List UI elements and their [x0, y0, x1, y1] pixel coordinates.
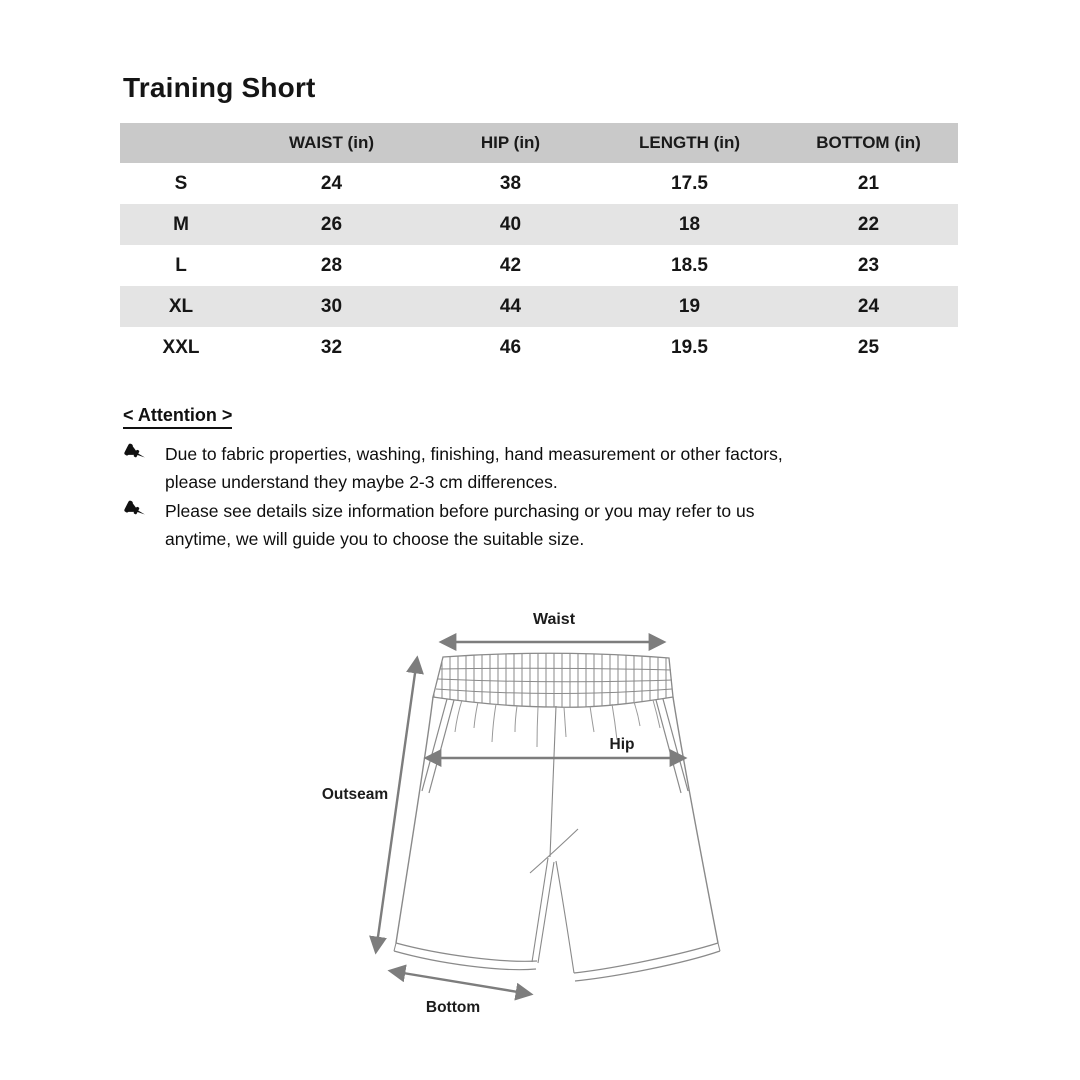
length-value: 19.5 [671, 336, 708, 358]
note-line: Please see details size information before purchasing or you may refer to us [165, 501, 755, 521]
bottom-label: Bottom [425, 999, 481, 1016]
length-value: 19 [600, 286, 779, 327]
hip-value: 40 [421, 204, 600, 245]
note-line: please understand they maybe 2-3 cm differences. [165, 472, 558, 492]
outseam-arrow [376, 659, 417, 951]
waist-value: 26 [242, 204, 421, 245]
header-bottom: BOTTOM (in) [779, 123, 958, 163]
hip-label: Hip [609, 736, 635, 753]
size-label: S [174, 172, 188, 194]
bottom-arrow [391, 971, 530, 994]
length-value: 18 [600, 204, 779, 245]
size-label: M [120, 204, 242, 245]
bottom-value: 21 [857, 172, 880, 194]
table-header-row [120, 123, 958, 163]
length-value: 18.5 [671, 254, 708, 276]
waist-label: Waist [532, 611, 576, 628]
attention-note [123, 497, 913, 553]
waist-value: 30 [242, 286, 421, 327]
header-size [120, 123, 242, 163]
bottom-value: 22 [779, 204, 958, 245]
shorts-measurement-diagram [310, 595, 750, 1030]
attention-note [123, 440, 913, 496]
bottom-value: 25 [857, 336, 880, 358]
note-line: anytime, we will guide you to choose the suitable size. [165, 529, 585, 549]
table-row [120, 163, 958, 204]
table-row [120, 327, 958, 368]
header-hip: HIP (in) [421, 123, 600, 163]
header-length: LENGTH (in) [600, 123, 779, 163]
bottom-value: 24 [779, 286, 958, 327]
attention-heading: < Attention > [123, 405, 232, 429]
table-row [120, 245, 958, 286]
hip-value: 42 [499, 254, 522, 276]
attention-section [123, 405, 913, 554]
length-value: 17.5 [671, 172, 708, 194]
size-label: XL [120, 286, 242, 327]
waist-value: 24 [320, 172, 343, 194]
waist-value: 28 [320, 254, 343, 276]
waist-value: 32 [320, 336, 343, 358]
pushpin-icon [123, 442, 149, 468]
hip-value: 44 [421, 286, 600, 327]
note-line: Due to fabric properties, washing, finishing, hand measurement or other factors, [165, 444, 783, 464]
bottom-value: 23 [857, 254, 880, 276]
table-row [120, 286, 958, 327]
pushpin-icon [123, 499, 149, 525]
size-label: XXL [162, 336, 200, 358]
hip-value: 38 [499, 172, 522, 194]
shorts-illustration [394, 653, 720, 981]
outseam-label: Outseam [321, 786, 389, 803]
size-label: L [175, 254, 187, 276]
note-text [165, 440, 783, 496]
hip-value: 46 [499, 336, 522, 358]
size-table [120, 123, 958, 368]
header-waist: WAIST (in) [242, 123, 421, 163]
page-title: Training Short [123, 72, 316, 103]
note-text [165, 497, 754, 553]
table-row [120, 204, 958, 245]
